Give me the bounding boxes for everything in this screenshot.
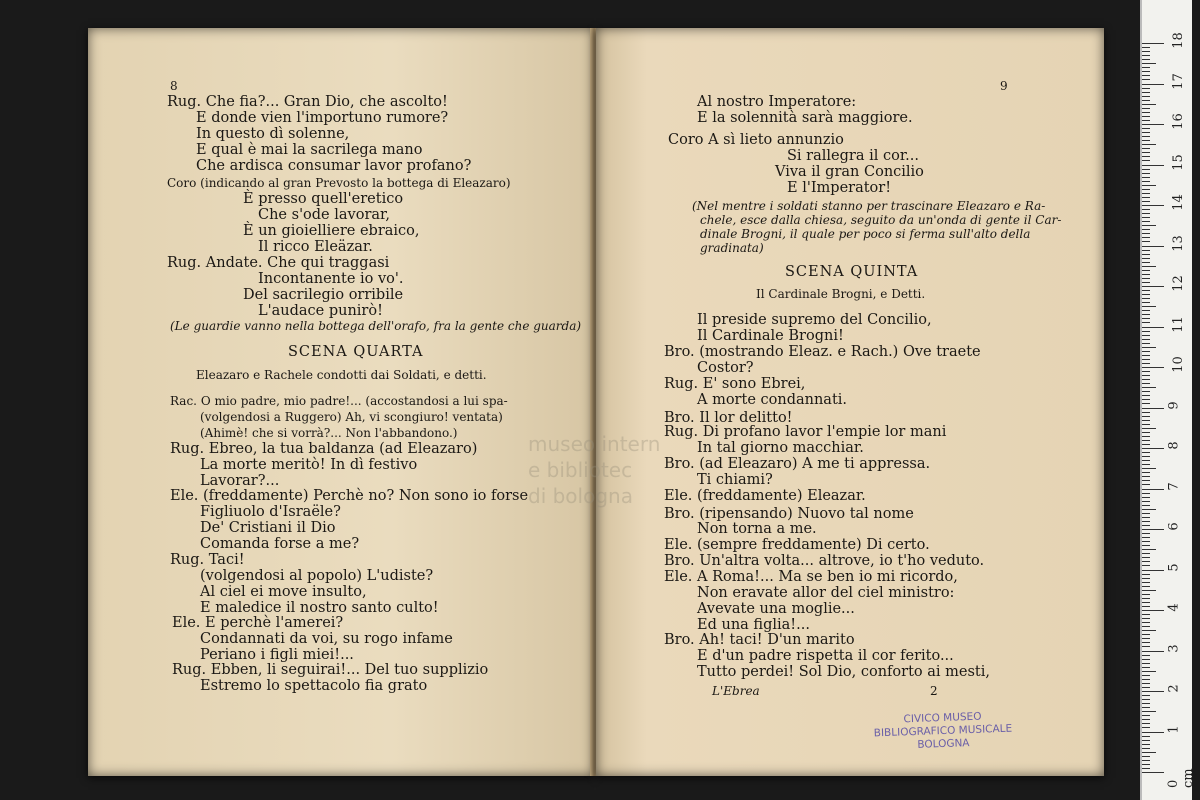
ruler-tick <box>1142 339 1150 340</box>
ruler-tick <box>1142 715 1150 716</box>
stamp-line: CIVICO MUSEO <box>903 710 982 726</box>
text-line: Ele. (sempre freddamente) Di certo. <box>664 537 930 553</box>
ruler-tick <box>1142 403 1150 404</box>
ruler-tick <box>1142 335 1150 336</box>
ruler-tick <box>1142 132 1150 133</box>
ruler-tick <box>1142 602 1150 603</box>
text-line: L'Ebrea <box>712 684 760 698</box>
ruler-tick <box>1142 63 1156 64</box>
ruler-tick <box>1142 290 1150 291</box>
ruler-tick <box>1142 120 1150 121</box>
ruler-tick <box>1142 375 1150 376</box>
text-line: Comanda forse a me? <box>200 536 360 552</box>
ruler-tick <box>1142 136 1150 137</box>
ruler-tick <box>1142 165 1164 166</box>
ruler-label: 13 <box>1170 234 1186 252</box>
ruler-tick <box>1142 756 1150 757</box>
ruler-tick <box>1142 606 1150 607</box>
text-line: Periano i figli miei!... <box>200 647 354 663</box>
ruler-tick <box>1142 43 1164 44</box>
text-line: E maledice il nostro santo culto! <box>200 600 439 616</box>
text-line: Costor? <box>697 360 754 376</box>
text-line: Il Cardinale Brogni! <box>697 328 844 344</box>
ruler-tick <box>1142 246 1164 247</box>
text-line: (Ahimè! che si vorrà?... Non l'abbandono.) <box>200 426 458 440</box>
ruler-tick <box>1142 695 1150 696</box>
ruler-tick <box>1142 687 1150 688</box>
ruler-tick <box>1142 428 1156 429</box>
ruler-tick <box>1142 156 1150 157</box>
ruler-tick <box>1142 47 1150 48</box>
ruler-tick <box>1142 84 1164 85</box>
ruler-label: 5 <box>1166 562 1182 572</box>
ruler-tick <box>1142 92 1150 93</box>
ruler-tick <box>1142 205 1164 206</box>
ruler-tick <box>1142 448 1164 449</box>
ruler-label: 8 <box>1166 441 1182 450</box>
text-line: Ed una figlia!... <box>697 617 810 633</box>
ruler-tick <box>1142 590 1156 591</box>
ruler-tick <box>1142 124 1164 125</box>
ruler-tick <box>1142 88 1150 89</box>
text-line: A morte condannati. <box>697 392 848 408</box>
ruler-tick <box>1142 719 1150 720</box>
ruler-tick <box>1142 744 1150 745</box>
ruler-tick <box>1142 278 1150 279</box>
text-line: Rug. E' sono Ebrei, <box>664 376 806 392</box>
ruler-tick <box>1142 367 1164 368</box>
text-line: Coro (indicando al gran Prevosto la bottega di Eleazaro) <box>167 176 511 190</box>
text-line: Il Cardinale Brogni, e Detti. <box>756 287 926 301</box>
text-line: dinale Brogni, il quale per poco si ferma sull'alto della <box>700 227 1031 241</box>
ruler-tick <box>1142 476 1150 477</box>
ruler-label: 10 <box>1170 356 1186 373</box>
text-line: (Nel mentre i soldati stanno per trascinare Eleazaro e Ra- <box>692 199 1046 213</box>
ruler-tick <box>1142 655 1150 656</box>
ruler-tick <box>1142 464 1150 465</box>
text-line: Ele. (freddamente) Eleazar. <box>664 488 866 504</box>
ruler-tick <box>1142 472 1150 473</box>
ruler-tick <box>1142 574 1150 575</box>
ruler-tick <box>1142 440 1150 441</box>
text-line: De' Cristiani il Dio <box>200 520 336 536</box>
ruler-tick <box>1142 387 1156 388</box>
ruler-tick <box>1142 460 1150 461</box>
ruler-tick <box>1142 521 1150 522</box>
text-line: È un gioielliere ebraico, <box>243 223 420 239</box>
ruler-tick <box>1142 598 1150 599</box>
ruler-tick <box>1142 108 1150 109</box>
ruler-tick <box>1142 351 1150 352</box>
text-line: Al ciel ei move insulto, <box>200 584 367 600</box>
ruler-tick <box>1142 659 1150 660</box>
text-line: gradinata) <box>700 241 764 255</box>
ruler-tick <box>1142 371 1150 372</box>
text-line: Incontanente io vo'. <box>258 271 404 287</box>
text-line: E l'Imperator! <box>787 180 892 196</box>
ruler-tick <box>1142 545 1150 546</box>
text-line: E qual è mai la sacrilega mano <box>196 142 423 158</box>
ruler-tick <box>1142 638 1150 639</box>
ruler-tick <box>1142 416 1150 417</box>
text-line: Figliuolo d'Israële? <box>200 504 341 520</box>
ruler-tick <box>1142 586 1150 587</box>
ruler-tick <box>1142 614 1150 615</box>
ruler-tick <box>1142 630 1156 631</box>
text-line: Bro. Un'altra volta... altrove, io t'ho veduto. <box>664 553 985 569</box>
ruler-tick <box>1142 436 1150 437</box>
ruler-tick <box>1142 262 1150 263</box>
ruler-tick <box>1142 399 1150 400</box>
ruler-tick <box>1142 412 1150 413</box>
ruler-label: 15 <box>1170 153 1186 171</box>
ruler-label: 3 <box>1166 643 1182 653</box>
ruler-tick <box>1142 217 1150 218</box>
text-line: Che ardisca consumar lavor profano? <box>196 158 472 174</box>
ruler-label: 17 <box>1170 72 1186 90</box>
ruler-tick <box>1142 732 1164 733</box>
ruler-tick <box>1142 221 1150 222</box>
text-line: Coro A sì lieto annunzio <box>668 132 844 148</box>
ruler-tick <box>1142 541 1150 542</box>
ruler-tick <box>1142 424 1150 425</box>
ruler-tick <box>1142 181 1150 182</box>
ruler-tick <box>1142 254 1150 255</box>
ruler-label: 0 cm <box>1166 768 1196 788</box>
ruler-tick <box>1142 626 1150 627</box>
ruler-tick <box>1142 116 1150 117</box>
ruler-tick <box>1142 452 1150 453</box>
watermark-line: di bologna <box>528 484 633 508</box>
ruler-tick <box>1142 772 1164 773</box>
ruler-tick <box>1142 310 1150 311</box>
text-line: Rac. O mio padre, mio padre!... (accostandosi a lui spa- <box>170 394 508 408</box>
ruler-tick <box>1142 282 1150 283</box>
ruler-tick <box>1142 318 1150 319</box>
ruler-tick <box>1142 509 1156 510</box>
ruler-tick <box>1142 489 1164 490</box>
text-line: In questo dì solenne, <box>196 126 350 142</box>
text-line: E la solennità sarà maggiore. <box>697 110 913 126</box>
ruler-tick <box>1142 100 1150 101</box>
text-line: Al nostro Imperatore: <box>697 94 857 110</box>
ruler-tick <box>1142 193 1150 194</box>
text-line: Ele. (freddamente) Perchè no? Non sono io forse <box>170 488 529 504</box>
ruler-tick <box>1142 144 1156 145</box>
ruler-tick <box>1142 408 1164 409</box>
ruler-tick <box>1142 549 1156 550</box>
ruler-tick <box>1142 51 1150 52</box>
measuring-ruler <box>1140 0 1196 800</box>
text-line: (volgendosi al popolo) L'udiste? <box>200 568 434 584</box>
ruler-tick <box>1142 501 1150 502</box>
ruler-tick <box>1142 314 1150 315</box>
text-line: Avevate una moglie... <box>697 601 855 617</box>
ruler-tick <box>1142 493 1150 494</box>
text-line: Rug. Ebben, li seguirai!... Del tuo supplizio <box>172 662 489 678</box>
stamp-line: BIBLIOGRAFICO MUSICALE <box>873 722 1013 740</box>
ruler-tick <box>1142 671 1156 672</box>
page-number: 9 <box>1000 79 1008 93</box>
ruler-tick <box>1142 480 1150 481</box>
ruler-tick <box>1142 286 1164 287</box>
ruler-tick <box>1142 274 1150 275</box>
ruler-tick <box>1142 484 1150 485</box>
ruler-tick <box>1142 529 1164 530</box>
ruler-label: 4 <box>1166 603 1182 612</box>
ruler-tick <box>1142 432 1150 433</box>
text-line: Non torna a me. <box>697 521 817 537</box>
ruler-tick <box>1142 553 1150 554</box>
ruler-tick <box>1142 359 1150 360</box>
text-line: Lavorar?... <box>200 473 280 489</box>
ruler-tick <box>1142 667 1150 668</box>
text-line: Non eravate allor del ciel ministro: <box>697 585 955 601</box>
ruler-tick <box>1142 266 1156 267</box>
ruler-tick <box>1142 71 1150 72</box>
ruler-tick <box>1142 663 1150 664</box>
ruler-tick <box>1142 594 1150 595</box>
ruler-tick <box>1142 55 1150 56</box>
ruler-label: 18 <box>1170 32 1186 49</box>
ruler-tick <box>1142 225 1156 226</box>
ruler-tick <box>1142 383 1150 384</box>
text-line: È presso quell'eretico <box>243 191 404 207</box>
text-line: Si rallegra il cor... <box>787 148 919 164</box>
ruler-tick <box>1142 79 1150 80</box>
ruler-tick <box>1142 622 1150 623</box>
ruler-tick <box>1142 578 1150 579</box>
ruler-tick <box>1142 258 1150 259</box>
text-line: chele, esce dalla chiesa, seguito da un'onda di gente il Car- <box>700 213 1062 227</box>
ruler-tick <box>1142 525 1150 526</box>
ruler-tick <box>1142 646 1150 647</box>
ruler-tick <box>1142 570 1164 571</box>
ruler-tick <box>1142 302 1150 303</box>
ruler-label: 6 <box>1166 522 1182 531</box>
ruler-tick <box>1142 561 1150 562</box>
ruler-tick <box>1142 537 1150 538</box>
ruler-tick <box>1142 675 1150 676</box>
ruler-tick <box>1142 736 1150 737</box>
ruler-tick <box>1142 505 1150 506</box>
ruler-tick <box>1142 189 1150 190</box>
text-line: Rug. Taci! <box>170 552 245 568</box>
text-line: Condannati da voi, su rogo infame <box>200 631 453 647</box>
text-line: Bro. Ah! taci! D'un marito <box>664 632 855 648</box>
ruler-tick <box>1142 533 1150 534</box>
ruler-label: 12 <box>1170 275 1186 292</box>
ruler-tick <box>1142 727 1150 728</box>
ruler-tick <box>1142 322 1150 323</box>
ruler-tick <box>1142 128 1150 129</box>
text-line: La morte meritò! In dì festivo <box>200 457 418 473</box>
text-line: Ti chiami? <box>697 472 773 488</box>
ruler-tick <box>1142 160 1150 161</box>
ruler-tick <box>1142 148 1150 149</box>
text-line: In tal giorno macchiar. <box>697 440 864 456</box>
text-line: Rug. Ebreo, la tua baldanza (ad Eleazaro) <box>170 441 478 457</box>
ruler-tick <box>1142 456 1150 457</box>
ruler-tick <box>1142 691 1164 692</box>
ruler-tick <box>1142 177 1150 178</box>
text-line: Eleazaro e Rachele condotti dai Soldati, e detti. <box>196 368 487 382</box>
text-line: 2 <box>930 684 938 698</box>
ruler-tick <box>1142 699 1150 700</box>
ruler-tick <box>1142 760 1150 761</box>
ruler-tick <box>1142 173 1150 174</box>
ruler-tick <box>1142 96 1150 97</box>
text-line: Rug. Andate. Che qui traggasi <box>167 255 390 271</box>
ruler-tick <box>1142 497 1150 498</box>
ruler-tick <box>1142 347 1156 348</box>
ruler-label: 16 <box>1170 113 1186 130</box>
ruler-tick <box>1142 420 1150 421</box>
ruler-tick <box>1142 768 1150 769</box>
ruler-tick <box>1142 112 1150 113</box>
text-line: E d'un padre rispetta il cor ferito... <box>697 648 954 664</box>
text-line: (Le guardie vanno nella bottega dell'orafo, fra la gente che guarda) <box>170 319 582 333</box>
text-line: Rug. Che fia?... Gran Dio, che ascolto! <box>167 94 448 110</box>
ruler-label: 7 <box>1166 481 1182 491</box>
ruler-tick <box>1142 209 1150 210</box>
ruler-tick <box>1142 565 1150 566</box>
ruler-tick <box>1142 201 1150 202</box>
text-line: Il preside supremo del Concilio, <box>697 312 932 328</box>
ruler-tick <box>1142 294 1150 295</box>
text-line: Bro. (ad Eleazaro) A me ti appressa. <box>664 456 931 472</box>
ruler-label: 11 <box>1170 315 1186 333</box>
ruler-tick <box>1142 237 1150 238</box>
ruler-tick <box>1142 748 1150 749</box>
ruler-tick <box>1142 679 1150 680</box>
ruler-label: 14 <box>1170 194 1186 211</box>
ruler-tick <box>1142 391 1150 392</box>
text-line: Tutto perdei! Sol Dio, conforto ai mesti, <box>697 664 990 680</box>
ruler-tick <box>1142 642 1150 643</box>
text-line: Bro. Il lor delitto! <box>664 410 793 426</box>
ruler-tick <box>1142 444 1150 445</box>
page-number: 8 <box>170 79 178 93</box>
text-line: Del sacrilegio orribile <box>243 287 404 303</box>
ruler-label: 2 <box>1166 684 1182 693</box>
text-line: Ele. E perchè l'amerei? <box>172 615 344 631</box>
text-line: Viva il gran Concilio <box>775 164 924 180</box>
watermark-line: e bibliotec <box>528 458 633 482</box>
text-line: Bro. (mostrando Eleaz. e Rach.) Ove traete <box>664 344 981 360</box>
text-line: Bro. (ripensando) Nuovo tal nome <box>664 506 914 522</box>
text-line: Estremo lo spettacolo fia grato <box>200 678 428 694</box>
stamp-line: BOLOGNA <box>917 737 970 751</box>
ruler-tick <box>1142 618 1150 619</box>
watermark-line: museo intern <box>528 432 661 456</box>
ruler-tick <box>1142 610 1164 611</box>
text-line: (volgendosi a Ruggero) Ah, vi scongiuro! ventata) <box>200 410 503 424</box>
ruler-tick <box>1142 241 1150 242</box>
ruler-tick <box>1142 197 1150 198</box>
text-line: SCENA QUARTA <box>288 344 424 360</box>
ruler-tick <box>1142 707 1150 708</box>
ruler-tick <box>1142 306 1156 307</box>
text-line: L'audace punirò! <box>258 303 383 319</box>
ruler-tick <box>1142 331 1150 332</box>
ruler-label: 9 <box>1166 400 1182 410</box>
ruler-tick <box>1142 75 1150 76</box>
ruler-tick <box>1142 582 1150 583</box>
ruler-tick <box>1142 363 1150 364</box>
ruler-tick <box>1142 169 1150 170</box>
ruler-label: 1 <box>1166 724 1182 734</box>
ruler-tick <box>1142 711 1156 712</box>
ruler-tick <box>1142 185 1156 186</box>
ruler-tick <box>1142 395 1150 396</box>
ruler-tick <box>1142 740 1150 741</box>
ruler-tick <box>1142 683 1150 684</box>
ruler-tick <box>1142 213 1150 214</box>
ruler-tick <box>1142 270 1150 271</box>
ruler-tick <box>1142 229 1150 230</box>
ruler-tick <box>1142 634 1150 635</box>
ruler-tick <box>1142 752 1156 753</box>
text-line: Ele. A Roma!... Ma se ben io mi ricordo, <box>664 569 958 585</box>
ruler-tick <box>1142 104 1156 105</box>
text-line: Rug. Di profano lavor l'empie lor mani <box>664 424 947 440</box>
text-line: Il ricco Eleäzar. <box>258 239 373 255</box>
ruler-tick <box>1142 703 1150 704</box>
ruler-tick <box>1142 140 1150 141</box>
ruler-tick <box>1142 59 1150 60</box>
library-stamp <box>867 709 1018 753</box>
ruler-tick <box>1142 327 1164 328</box>
ruler-tick <box>1142 379 1150 380</box>
ruler-tick <box>1142 67 1150 68</box>
ruler-tick <box>1142 298 1150 299</box>
ruler-tick <box>1142 723 1150 724</box>
ruler-tick <box>1142 517 1150 518</box>
ruler-tick <box>1142 651 1164 652</box>
ruler-tick <box>1142 233 1150 234</box>
ruler-tick <box>1142 764 1150 765</box>
ruler-tick <box>1142 355 1150 356</box>
text-line: SCENA QUINTA <box>785 264 919 280</box>
ruler-tick <box>1142 250 1150 251</box>
text-line: Che s'ode lavorar, <box>258 207 390 223</box>
ruler-tick <box>1142 343 1150 344</box>
ruler-tick <box>1142 468 1156 469</box>
ruler-tick <box>1142 513 1150 514</box>
text-line: E donde vien l'importuno rumore? <box>196 110 449 126</box>
ruler-tick <box>1142 557 1150 558</box>
ruler-tick <box>1142 152 1150 153</box>
